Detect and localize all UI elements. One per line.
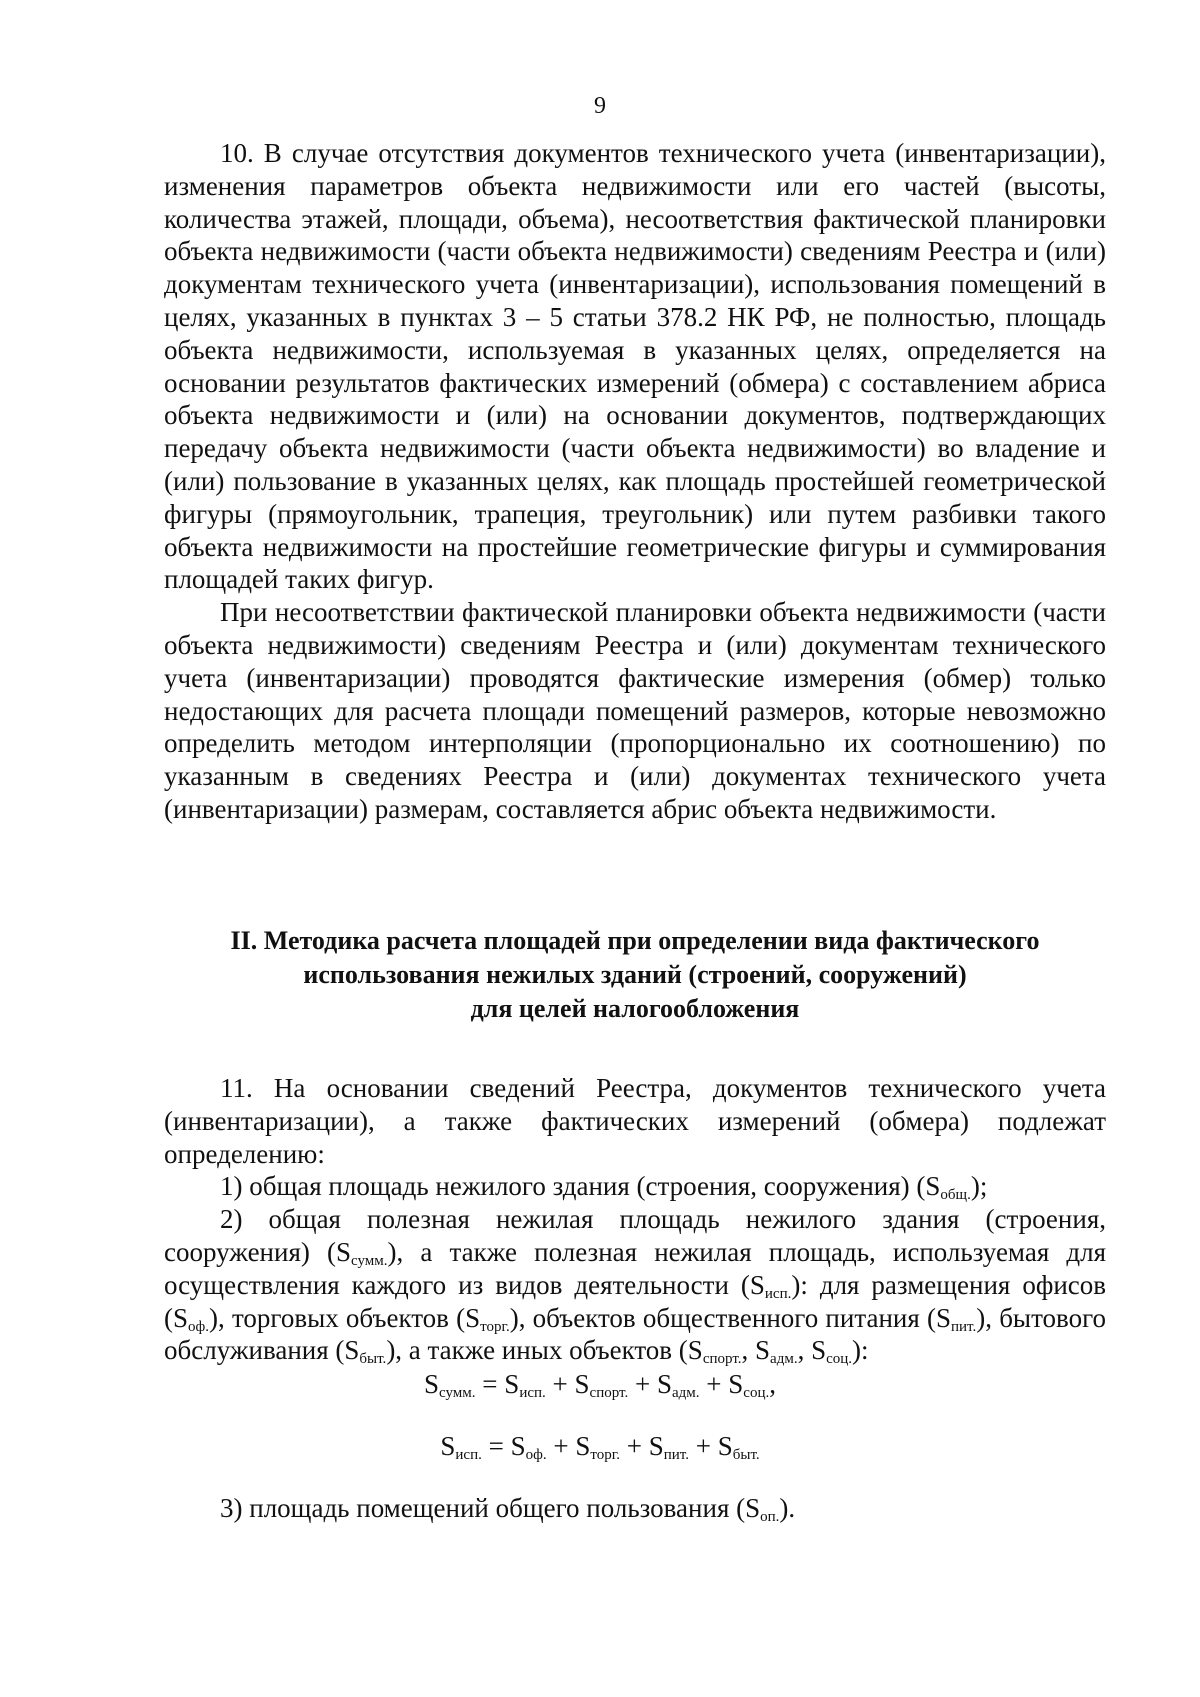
section-10-text (164, 137, 1106, 826)
paragraph-11: 11. На основании сведений Реестра, документов технического учета (инвентаризации), а также фактических измерений (обмера) подлежат определению: (164, 1073, 1106, 1169)
formula-sum: $S_{сумм.} = S_{исп.} + S_{спорт.} + S_{адм.} + S_{соц.}$, (424, 1369, 776, 1401)
heading-line-3: для целей налогообложения (470, 994, 800, 1023)
list-item-3: 3) площадь помещений общего пользования $(S_{оп.})$. (220, 1493, 796, 1525)
page-number: 9 (594, 93, 606, 119)
heading-line-2: использования нежилых зданий (строений, сооружений) (303, 960, 967, 989)
list-item-1: 1) общая площадь нежилого здания (строения, сооружения) $(S_{общ.})$; (220, 1171, 988, 1204)
section-heading (164, 924, 1106, 1026)
paragraph-discrepancy: При несоответствии фактической планировки объекта недвижимости (части объекта недвижимости) сведениям Реестра и (или) документам технического учета (инвентаризации) проводятся фактические измерения (обмер) только недостающих для расчета площади помещений размеров, которые невозможно определить методом интерполяции (пропорционально их соотношению) по указанным в сведениях Реестра и (или) документах технического учета (инвентаризации) размерам, составляется абрис объекта недвижимости. (164, 597, 1106, 824)
paragraph-10: 10. В случае отсутствия документов технического учета (инвентаризации), изменения параметров объекта недвижимости или его частей (высоты, количества этажей, площади, объема), несоответствия фактической планировки объекта недвижимости (части объекта недвижимости) сведениям Реестра и (или) документам технического учета (инвентаризации), использования помещений в целях, указанных в пунктах 3 – 5 статьи 378.2 НК РФ, не полностью, площадь объекта недвижимости, используемая в указанных целях, определяется на основании результатов фактических измерений (обмера) с составлением абриса объекта недвижимости и (или) на основании документов, подтверждающих передачу объекта недвижимости (части объекта недвижимости) во владение и (или) пользование в указанных целях, как площадь простейшей геометрической фигуры (прямоугольник, трапеция, треугольник) или путем разбивки такого объекта недвижимости на простейшие геометрические фигуры и суммирования площадей таких фигур. (164, 138, 1106, 595)
heading-line-1: II. Методика расчета площадей при определении вида фактического (230, 926, 1040, 955)
section-11-item-3 (164, 1492, 1106, 1525)
formula-used: $S_{исп.} = S_{оф.} + S_{торг.} + S_{пит.} + S_{быт.}$ (440, 1431, 760, 1463)
section-11-text (164, 1072, 1106, 1367)
list-item-2: 2) общая полезная нежилая площадь нежилого здания (строения, сооружения) $(S_{сумм.})$, а также полезная нежилая площадь, используемая для осуществления каждого из видов деятельности $(S_{исп.})$: для размещения офисов $(S_{оф.})$, торговых объектов $(S_{торг.})$, объектов общественного питания $(S_{пит.})$, бытового обслуживания $(S_{быт.})$, а также иных объектов ($S_{спорт.}$, $S_{адм.}$, $S_{соц.}$): (164, 1204, 1106, 1368)
